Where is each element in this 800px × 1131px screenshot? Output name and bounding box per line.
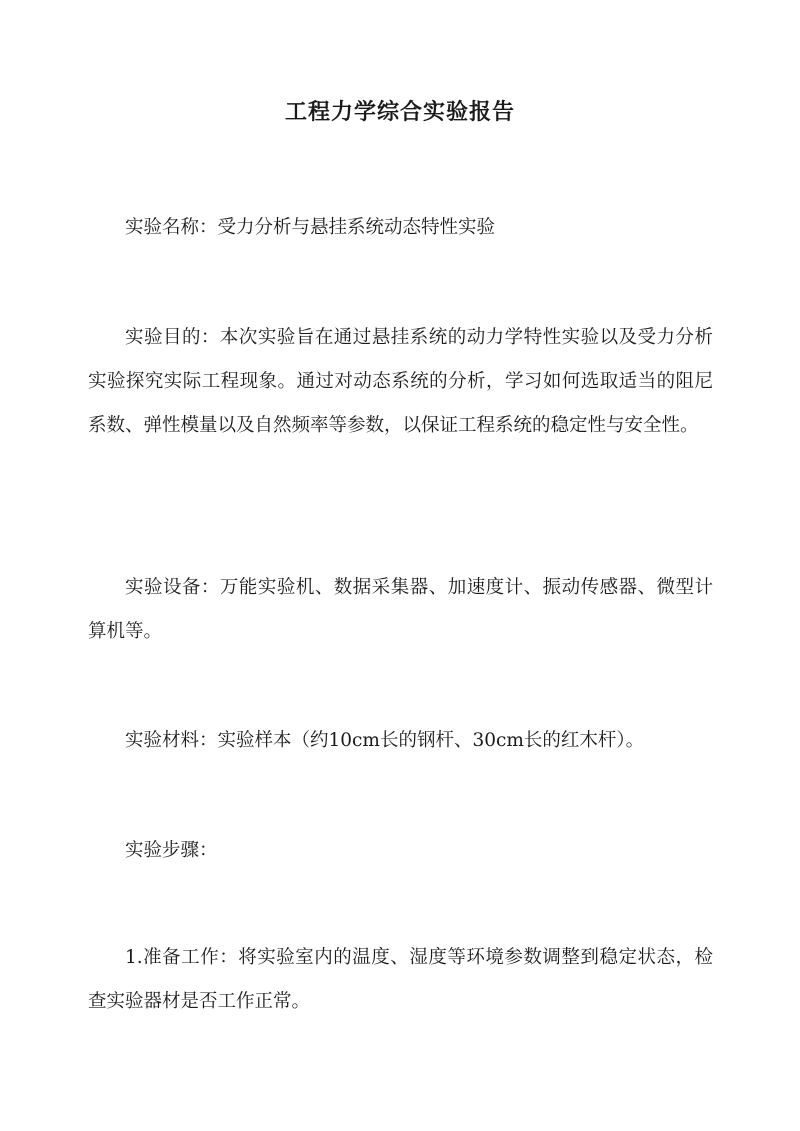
- experiment-materials-paragraph: 实验材料：实验样本（约10cm长的钢杆、30cm长的红木杆）。: [125, 730, 645, 751]
- step-1-paragraph: 1.准备工作：将实验室内的温度、湿度等环境参数调整到稳定状态，检查实验器材是否工作正常。: [88, 947, 713, 1012]
- experiment-name-paragraph: 实验名称：受力分析与悬挂系统动态特性实验: [125, 217, 496, 238]
- experiment-purpose-paragraph: 实验目的：本次实验旨在通过悬挂系统的动力学特性实验以及受力分析实验探究实际工程现象。通过对动态系统的分析，学习如何选取适当的阻尼系数、弹性模量以及自然频率等参数，以保证工程系统的稳定性与安全性。: [88, 327, 713, 436]
- experiment-steps-heading: 实验步骤：: [125, 840, 218, 861]
- document-title: 工程力学综合实验报告: [284, 99, 515, 125]
- experiment-equipment-paragraph: 实验设备：万能实验机、数据采集器、加速度计、振动传感器、微型计算机等。: [88, 577, 713, 642]
